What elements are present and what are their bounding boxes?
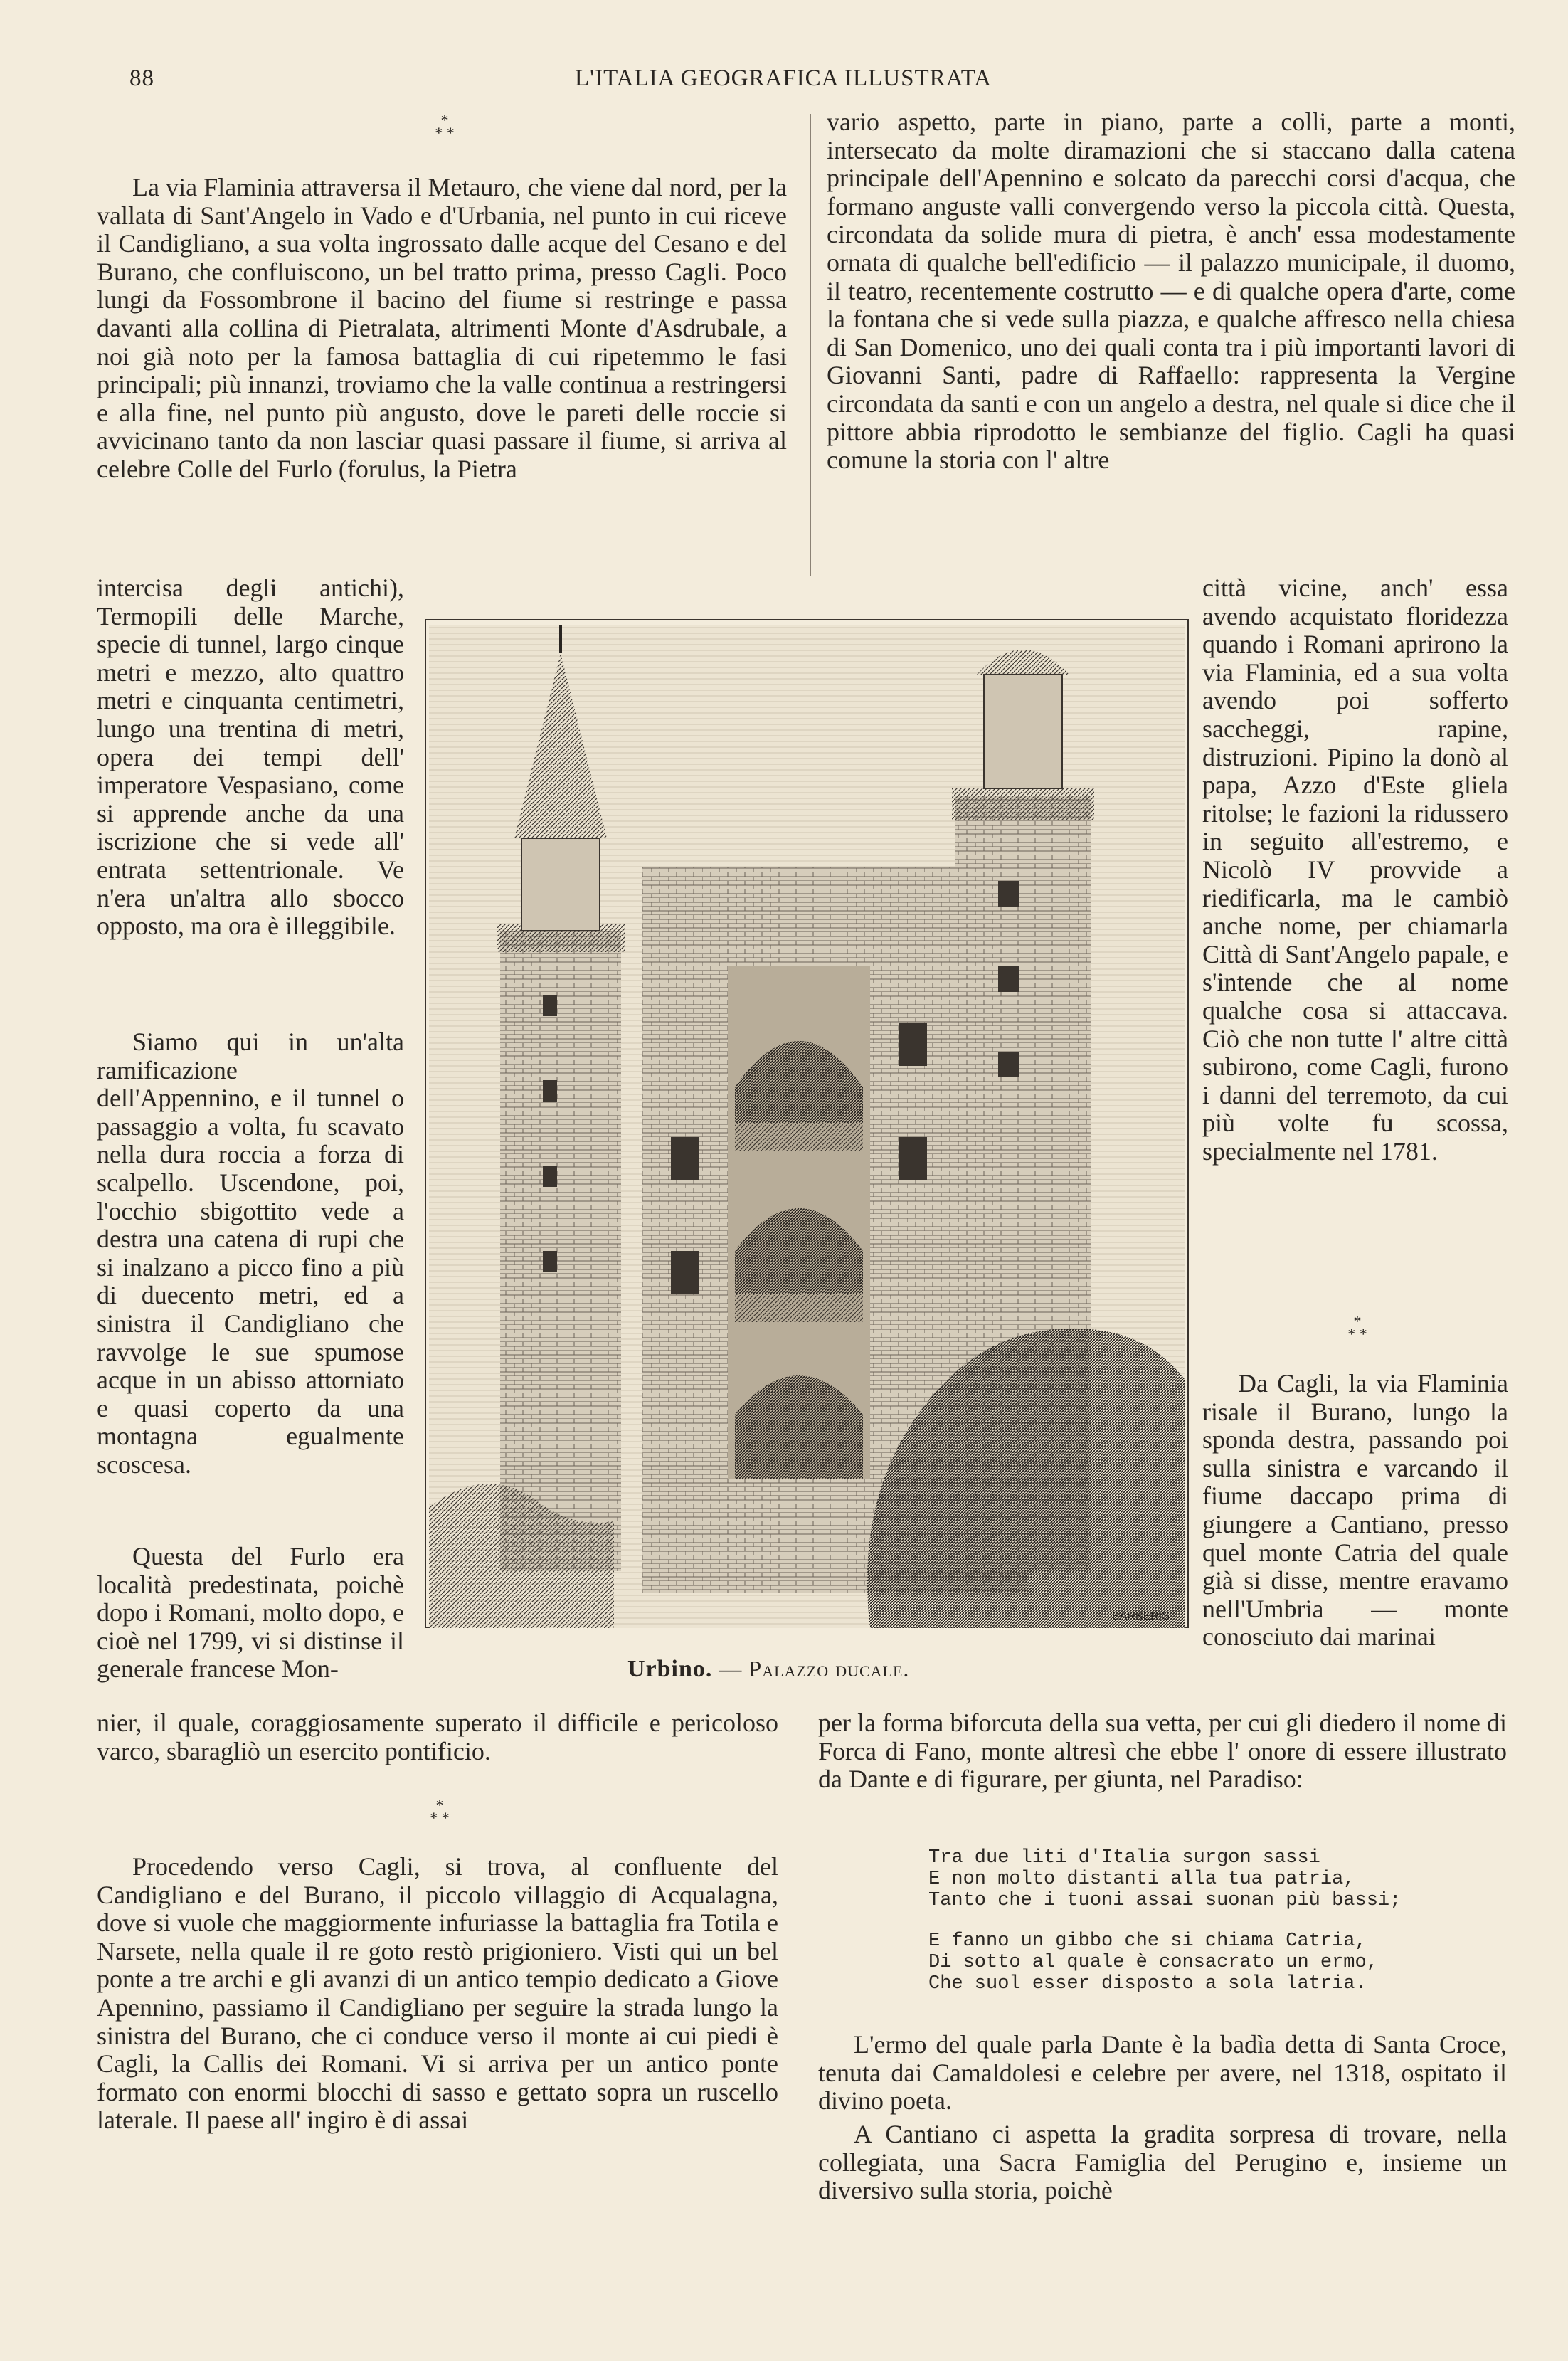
poem-line: Tra due liti d'Italia surgon sassi xyxy=(928,1847,1320,1869)
column-rule xyxy=(810,114,811,576)
page-number: 88 xyxy=(129,65,154,91)
right-paragraph-3: L'ermo del quale parla Dante è la badìa detta di Santa Croce, tenuta dai Camaldolesi e celebre per avere, nel 1318, ospitato il divino poeta. xyxy=(818,2030,1507,2116)
section-break-stars: * * * xyxy=(1347,1312,1367,1343)
left-paragraph-4: Procedendo verso Cagli, si trova, al confluente del Candigliano e del Burano, il piccolo villaggio di Acqualagna, dove si vuole che maggiormente infuriasse la battaglia fra Totila e Narsete, nella quale il re goto restò prigioniero. Visti qui un bel ponte a tre archi e gli avanzi di un antico tempio dedicato a Giove Apennino, passiamo il Candigliano per seguire la strada lungo la sinistra del Burano, che ci conduce verso il monte ai cui piedi è Cagli, la Callis dei Romani. Vi si arriva per un antico ponte formato con enormi blocchi di sasso e gettato sopra un ruscello laterale. Il paese all' ingiro è di assai xyxy=(97,1852,778,2135)
caption-place: Urbino. xyxy=(627,1656,713,1682)
right-paragraph-1-narrow: città vicine, anch' essa avendo acquistato floridezza quando i Romani aprirono la via Flaminia, ed a sua volta avendo poi sofferto saccheggi, rapine, distruzioni. Pipino la donò al papa, Azzo d'Este gliela ritolse; le fazioni la ridussero in seguito all'estremo, e Nicolò IV provvide a riedificarla, ma le cambiò anche nome, per chiamarla Città di Sant'Angelo papale, e s'intende che al nome qualche cosa si attaccava. Ciò che non tutte l' altre città subirono, come Cagli, furono i danni del terremoto, da cui più volte fu scossa, specialmente nel 1781. xyxy=(1202,574,1508,1166)
running-title: L'ITALIA GEOGRAFICA ILLUSTRATA xyxy=(575,65,992,91)
poem-line: Di sotto al quale è consacrato un ermo, xyxy=(928,1952,1378,1973)
left-paragraph-3-continued: nier, il quale, coraggiosamente superato il difficile e pericoloso varco, sbaragliò un esercito pontificio. xyxy=(97,1708,778,1765)
poem-line: E non molto distanti alla tua patria, xyxy=(928,1869,1355,1890)
figure-caption xyxy=(627,1656,909,1683)
left-paragraph-3: Questa del Furlo era località predestinata, poichè dopo i Romani, molto dopo, e cioè nel 1799, vi si distinse il generale francese Mon- xyxy=(97,1542,404,1684)
section-break-stars: * * * xyxy=(430,1796,450,1827)
right-paragraph-1: vario aspetto, parte in piano, parte a colli, parte a monti, intersecato da molte diramazioni che si staccano dalla catena principale dell'Apennino e solcato da parecchi corsi d'acqua, che formano anguste valli convergendo verso la piccola città. Questa, circondata da solide mura di pietra, è anch' essa modestamente ornata di qualche bell'edificio — il palazzo municipale, il duomo, il teatro, recentemente costrutto — e di qualche opera d'arte, come la fontana che si vede sulla piazza, e qualche affresco nella chiesa di San Domenico, uno dei quali conta tra i più importanti lavori di Giovanni Santi, padre di Raffaello: rappresenta la Vergine circondata da santi e con un angelo a destra, nel quale si dice che il pittore abbia riprodotto le sembianze del figlio. Cagli ha quasi comune la storia con l' altre xyxy=(827,107,1515,475)
left-paragraph-1-narrow: intercisa degli antichi), Termopili delle Marche, specie di tunnel, largo cinque metri e mezzo, alto quattro metri e cinquanta centimetri, lungo una trentina di metri, opera dei tempi dell' imperatore Vespasiano, come si apprende anche da una iscrizione che si vede all' entrata settentrionale. Ve n'era un'altra allo sbocco opposto, ma ora è illeggibile. xyxy=(97,574,404,941)
section-break-stars: * * * xyxy=(435,111,455,142)
right-paragraph-2: Da Cagli, la via Flaminia risale il Burano, lungo la sponda destra, passando poi sulla sinistra e varcando il fiume daccapo prima di giungere a Cantiano, presso quel monte Catria del quale già si disse, mentre eravamo nell'Umbria — monte conosciuto dai marinai xyxy=(1202,1369,1508,1652)
left-paragraph-2: Siamo qui in un'alta ramificazione dell'Appennino, e il tunnel o passaggio a volta, fu scavato nella dura roccia a forza di scalpello. Uscendone, poi, l'occhio sbigottito vede a destra una catena di rupi che si inalzano a picco fino a più di duecento metri, ed a sinistra il Candigliano che ravvolge le sue spumose acque in un abisso attorniato e quasi coperto da una montagna egualmente scoscesa. xyxy=(97,1028,404,1479)
left-paragraph-1: La via Flaminia attraversa il Metauro, che viene dal nord, per la vallata di Sant'Angelo in Vado e d'Urbania, nel punto in cui riceve il Candigliano, a sua volta ingrossato dalle acque del Cesano e del Burano, che confluiscono, un bel tratto prima, presso Cagli. Poco lungi da Fossombrone il bacino del fiume si restringe e passa davanti alla collina di Pietralata, altrimenti Monte d'Asdrubale, a noi già noto per la famosa battaglia di cui ripetemmo le fasi principali; più innanzi, troviamo che la valle continua a restringersi e alla fine, nel punto più angusto, dove le pareti delle roccie si avvicinano tanto da non lasciar quasi passare il fiume, si arriva al celebre Colle del Furlo (forulus, la Pietra xyxy=(97,173,787,483)
right-paragraph-2-continued: per la forma biforcuta della sua vetta, per cui gli diedero il nome di Forca di Fano, monte altresì che ebbe l' onore di essere illustrato da Dante e di figurare, per giunta, nel Paradiso: xyxy=(818,1708,1507,1794)
poem-line: E fanno un gibbo che si chiama Catria, xyxy=(928,1930,1367,1952)
caption-dash: — xyxy=(719,1656,743,1681)
poem-line: Che suol esser disposto a sola latria. xyxy=(928,1973,1367,1995)
poem-line: Tanto che i tuoni assai suonan più bassi; xyxy=(928,1890,1402,1911)
palazzo-ducale-engraving xyxy=(429,625,1185,1628)
engraver-signature: BARBERIS xyxy=(1112,1610,1170,1622)
right-paragraph-4: A Cantiano ci aspetta la gradita sorpresa di trovare, nella collegiata, una Sacra Famiglia del Perugino e, insieme un diversivo sulla storia, poichè xyxy=(818,2120,1507,2205)
caption-subject: Palazzo ducale. xyxy=(748,1656,910,1681)
